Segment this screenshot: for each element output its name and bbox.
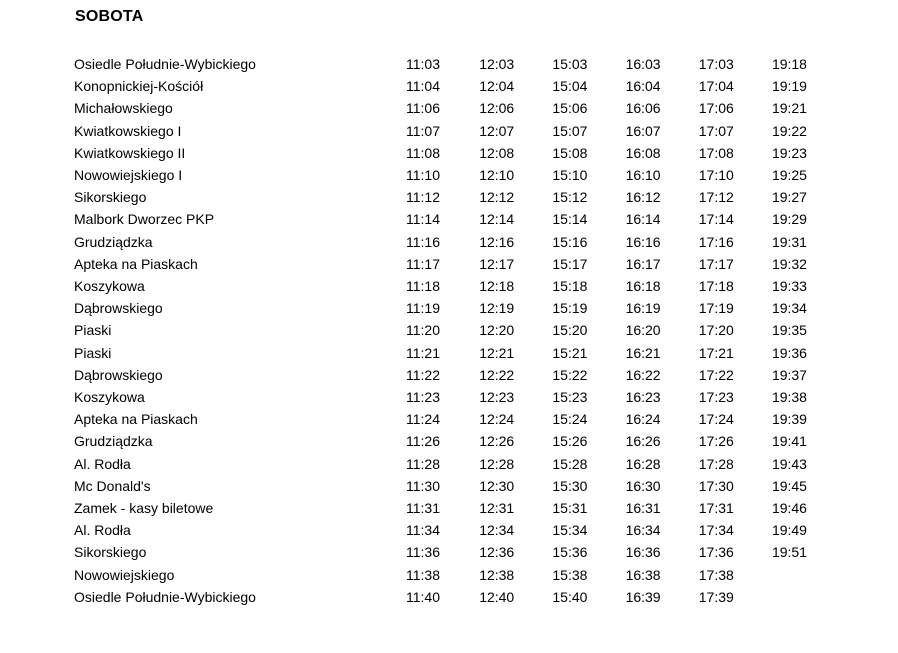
timetable-row [74,297,845,319]
stop-name: Koszykowa [74,389,145,406]
timetable-row [74,430,845,452]
stop-name: Koszykowa [74,278,145,295]
departure-time: 19:19 [771,78,807,95]
departure-time: 12:14 [479,211,515,228]
departure-time: 12:10 [479,167,515,184]
departure-time: 16:30 [625,477,661,494]
departure-time: 19:36 [771,344,807,361]
departure-time: 12:06 [479,100,515,117]
stop-name: Kwiatkowskiego II [74,144,186,161]
stop-name: Apteka na Piaskach [74,411,198,428]
departure-time: 19:18 [771,56,807,72]
departure-time: 16:14 [625,211,661,228]
departure-time: 12:20 [479,322,515,339]
departure-time: 15:16 [552,233,588,250]
departure-time: 17:30 [698,477,734,494]
departure-time: 12:12 [479,189,515,206]
departure-time: 19:46 [771,500,807,517]
stop-name: Sikorskiego [74,544,147,561]
departure-time: 16:34 [625,522,661,539]
departure-time: 11:40 [406,588,440,605]
timetable-row [74,475,845,497]
departure-time: 17:19 [698,300,734,317]
departure-time: 17:16 [698,233,734,250]
departure-time: 11:31 [406,500,440,517]
departure-time: 19:35 [771,322,807,339]
departure-time: 15:26 [552,433,588,450]
departure-time: 12:07 [479,122,515,139]
departure-time: 12:21 [479,344,515,361]
page-title: SOBOTA [75,8,144,25]
stop-name: Dąbrowskiego [74,300,163,317]
stop-name: Mc Donald's [74,477,151,494]
departure-time: 17:23 [698,389,734,406]
timetable-row [74,97,845,119]
departure-time: 19:41 [771,433,807,450]
departure-time: 12:30 [479,477,515,494]
stop-name: Dąbrowskiego [74,366,163,383]
departure-time: 11:38 [406,566,440,583]
departure-time [772,586,845,608]
departure-time: 17:07 [698,122,734,139]
departure-time: 12:19 [479,300,515,317]
timetable-row [74,408,845,430]
departure-time: 12:26 [479,433,515,450]
departure-time: 12:28 [479,455,515,472]
timetable-row [74,120,845,142]
departure-time: 19:22 [771,122,807,139]
departure-time: 19:37 [771,366,807,383]
timetable-row [74,497,845,519]
departure-time: 15:20 [552,322,588,339]
departure-time: 19:34 [771,300,807,317]
departure-time: 11:34 [406,522,440,539]
stop-name: Michałowskiego [74,100,173,117]
stop-name: Apteka na Piaskach [74,255,198,272]
timetable-row [74,564,845,586]
departure-time: 11:22 [406,366,440,383]
departure-time: 17:08 [698,144,734,161]
timetable-row [74,386,845,408]
departure-time: 16:10 [625,167,661,184]
timetable-row [74,142,845,164]
departure-time: 16:28 [625,455,661,472]
stop-name: Al. Rodła [74,522,131,539]
departure-time: 12:22 [479,366,515,383]
stop-name: Malbork Dworzec PKP [74,211,215,228]
departure-time: 12:17 [479,255,515,272]
timetable-row [74,519,845,541]
departure-time: 17:03 [698,56,734,72]
departure-time: 11:03 [406,56,440,72]
departure-time: 11:06 [406,100,440,117]
departure-time: 17:12 [698,189,734,206]
departure-time: 15:24 [552,411,588,428]
departure-time: 12:38 [479,566,515,583]
departure-time: 11:23 [406,389,440,406]
departure-time: 16:04 [625,78,661,95]
departure-time: 11:17 [406,255,440,272]
stop-name: Sikorskiego [74,189,147,206]
departure-time: 17:04 [698,78,734,95]
departure-time: 17:14 [698,211,734,228]
departure-time: 19:49 [771,522,807,539]
departure-time: 17:21 [698,344,734,361]
timetable-row [74,53,845,75]
departure-time: 19:23 [771,144,807,161]
departure-time: 11:14 [406,211,440,228]
departure-time: 17:18 [698,278,734,295]
departure-time: 12:03 [479,56,515,72]
departure-time: 16:20 [625,322,661,339]
departure-time: 17:39 [698,588,734,605]
departure-time: 12:24 [479,411,515,428]
departure-time: 11:10 [406,167,440,184]
departure-time: 17:06 [698,100,734,117]
departure-time: 11:28 [406,455,440,472]
stop-name: Al. Rodła [74,455,131,472]
timetable-body [74,53,845,608]
departure-time: 15:03 [552,56,588,72]
timetable-row [74,541,845,563]
departure-time: 12:08 [479,144,515,161]
departure-time [772,564,845,586]
departure-time: 15:19 [552,300,588,317]
departure-time: 16:19 [625,300,661,317]
departure-time: 15:07 [552,122,588,139]
departure-time: 15:10 [552,167,588,184]
departure-time: 11:04 [406,78,440,95]
timetable-row [74,231,845,253]
departure-time: 17:28 [698,455,734,472]
timetable-row [74,453,845,475]
departure-time: 15:40 [552,588,588,605]
departure-time: 15:21 [552,344,588,361]
timetable [74,53,845,608]
departure-time: 17:38 [698,566,734,583]
departure-time: 17:24 [698,411,734,428]
departure-time: 15:18 [552,278,588,295]
departure-time: 16:03 [625,56,661,72]
departure-time: 16:08 [625,144,661,161]
departure-time: 11:19 [406,300,440,317]
departure-time: 11:07 [406,122,440,139]
departure-time: 17:36 [698,544,734,561]
departure-time: 15:30 [552,477,588,494]
timetable-row [74,253,845,275]
departure-time: 12:04 [479,78,515,95]
departure-time: 16:26 [625,433,661,450]
departure-time: 15:23 [552,389,588,406]
departure-time: 19:51 [771,544,807,561]
stop-name: Kwiatkowskiego I [74,122,182,139]
departure-time: 11:20 [406,322,440,339]
departure-time: 12:18 [479,278,515,295]
departure-time: 15:12 [552,189,588,206]
departure-time: 11:24 [406,411,440,428]
departure-time: 15:34 [552,522,588,539]
departure-time: 12:16 [479,233,515,250]
departure-time: 16:16 [625,233,661,250]
stop-name: Osiedle Południe-Wybickiego [74,588,256,605]
timetable-row [74,186,845,208]
timetable-row [74,208,845,230]
departure-time: 19:21 [771,100,807,117]
departure-time: 15:14 [552,211,588,228]
stop-name: Zamek - kasy biletowe [74,500,214,517]
timetable-row [74,364,845,386]
departure-time: 19:31 [771,233,807,250]
departure-time: 15:17 [552,255,588,272]
departure-time: 12:31 [479,500,515,517]
departure-time: 19:43 [771,455,807,472]
departure-time: 19:32 [771,255,807,272]
departure-time: 11:08 [406,144,440,161]
departure-time: 16:23 [625,389,661,406]
departure-time: 16:07 [625,122,661,139]
departure-time: 15:22 [552,366,588,383]
stop-name: Grudziądzka [74,233,153,250]
departure-time: 19:25 [771,167,807,184]
timetable-row [74,319,845,341]
stop-name: Osiedle Południe-Wybickiego [74,56,256,72]
departure-time: 11:30 [406,477,440,494]
departure-time: 11:26 [406,433,440,450]
departure-time: 12:23 [479,389,515,406]
departure-time: 15:28 [552,455,588,472]
departure-time: 19:39 [771,411,807,428]
stop-name: Konopnickiej-Kościół [74,78,204,95]
departure-time: 11:18 [406,278,440,295]
departure-time: 15:08 [552,144,588,161]
departure-time: 16:18 [625,278,661,295]
timetable-row [74,342,845,364]
departure-time: 17:34 [698,522,734,539]
departure-time: 16:36 [625,544,661,561]
departure-time: 16:06 [625,100,661,117]
departure-time: 16:31 [625,500,661,517]
departure-time: 17:20 [698,322,734,339]
departure-time: 19:29 [771,211,807,228]
departure-time: 17:26 [698,433,734,450]
departure-time: 16:12 [625,189,661,206]
departure-time: 17:31 [698,500,734,517]
departure-time: 16:24 [625,411,661,428]
stop-name: Nowowiejskiego [74,566,175,583]
departure-time: 11:21 [406,344,440,361]
departure-time: 19:38 [771,389,807,406]
timetable-row [74,75,845,97]
departure-time: 12:34 [479,522,515,539]
stop-name: Piaski [74,322,112,339]
departure-time: 15:38 [552,566,588,583]
departure-time: 17:10 [698,167,734,184]
stop-name: Nowowiejskiego I [74,167,183,184]
departure-time: 19:33 [771,278,807,295]
departure-time: 16:22 [625,366,661,383]
departure-time: 16:39 [625,588,661,605]
departure-time: 15:06 [552,100,588,117]
timetable-row [74,275,845,297]
stop-name: Grudziądzka [74,433,153,450]
departure-time: 11:36 [406,544,440,561]
departure-time: 16:21 [625,344,661,361]
timetable-row [74,586,845,608]
departure-time: 15:04 [552,78,588,95]
departure-time: 16:17 [625,255,661,272]
departure-time: 17:22 [698,366,734,383]
departure-time: 11:16 [406,233,440,250]
departure-time: 19:45 [771,477,807,494]
departure-time: 15:36 [552,544,588,561]
departure-time: 19:27 [771,189,807,206]
stop-name: Piaski [74,344,112,361]
departure-time: 11:12 [406,189,440,206]
timetable-row [74,164,845,186]
departure-time: 12:40 [479,588,515,605]
departure-time: 17:17 [698,255,734,272]
departure-time: 15:31 [552,500,588,517]
departure-time: 16:38 [625,566,661,583]
departure-time: 12:36 [479,544,515,561]
